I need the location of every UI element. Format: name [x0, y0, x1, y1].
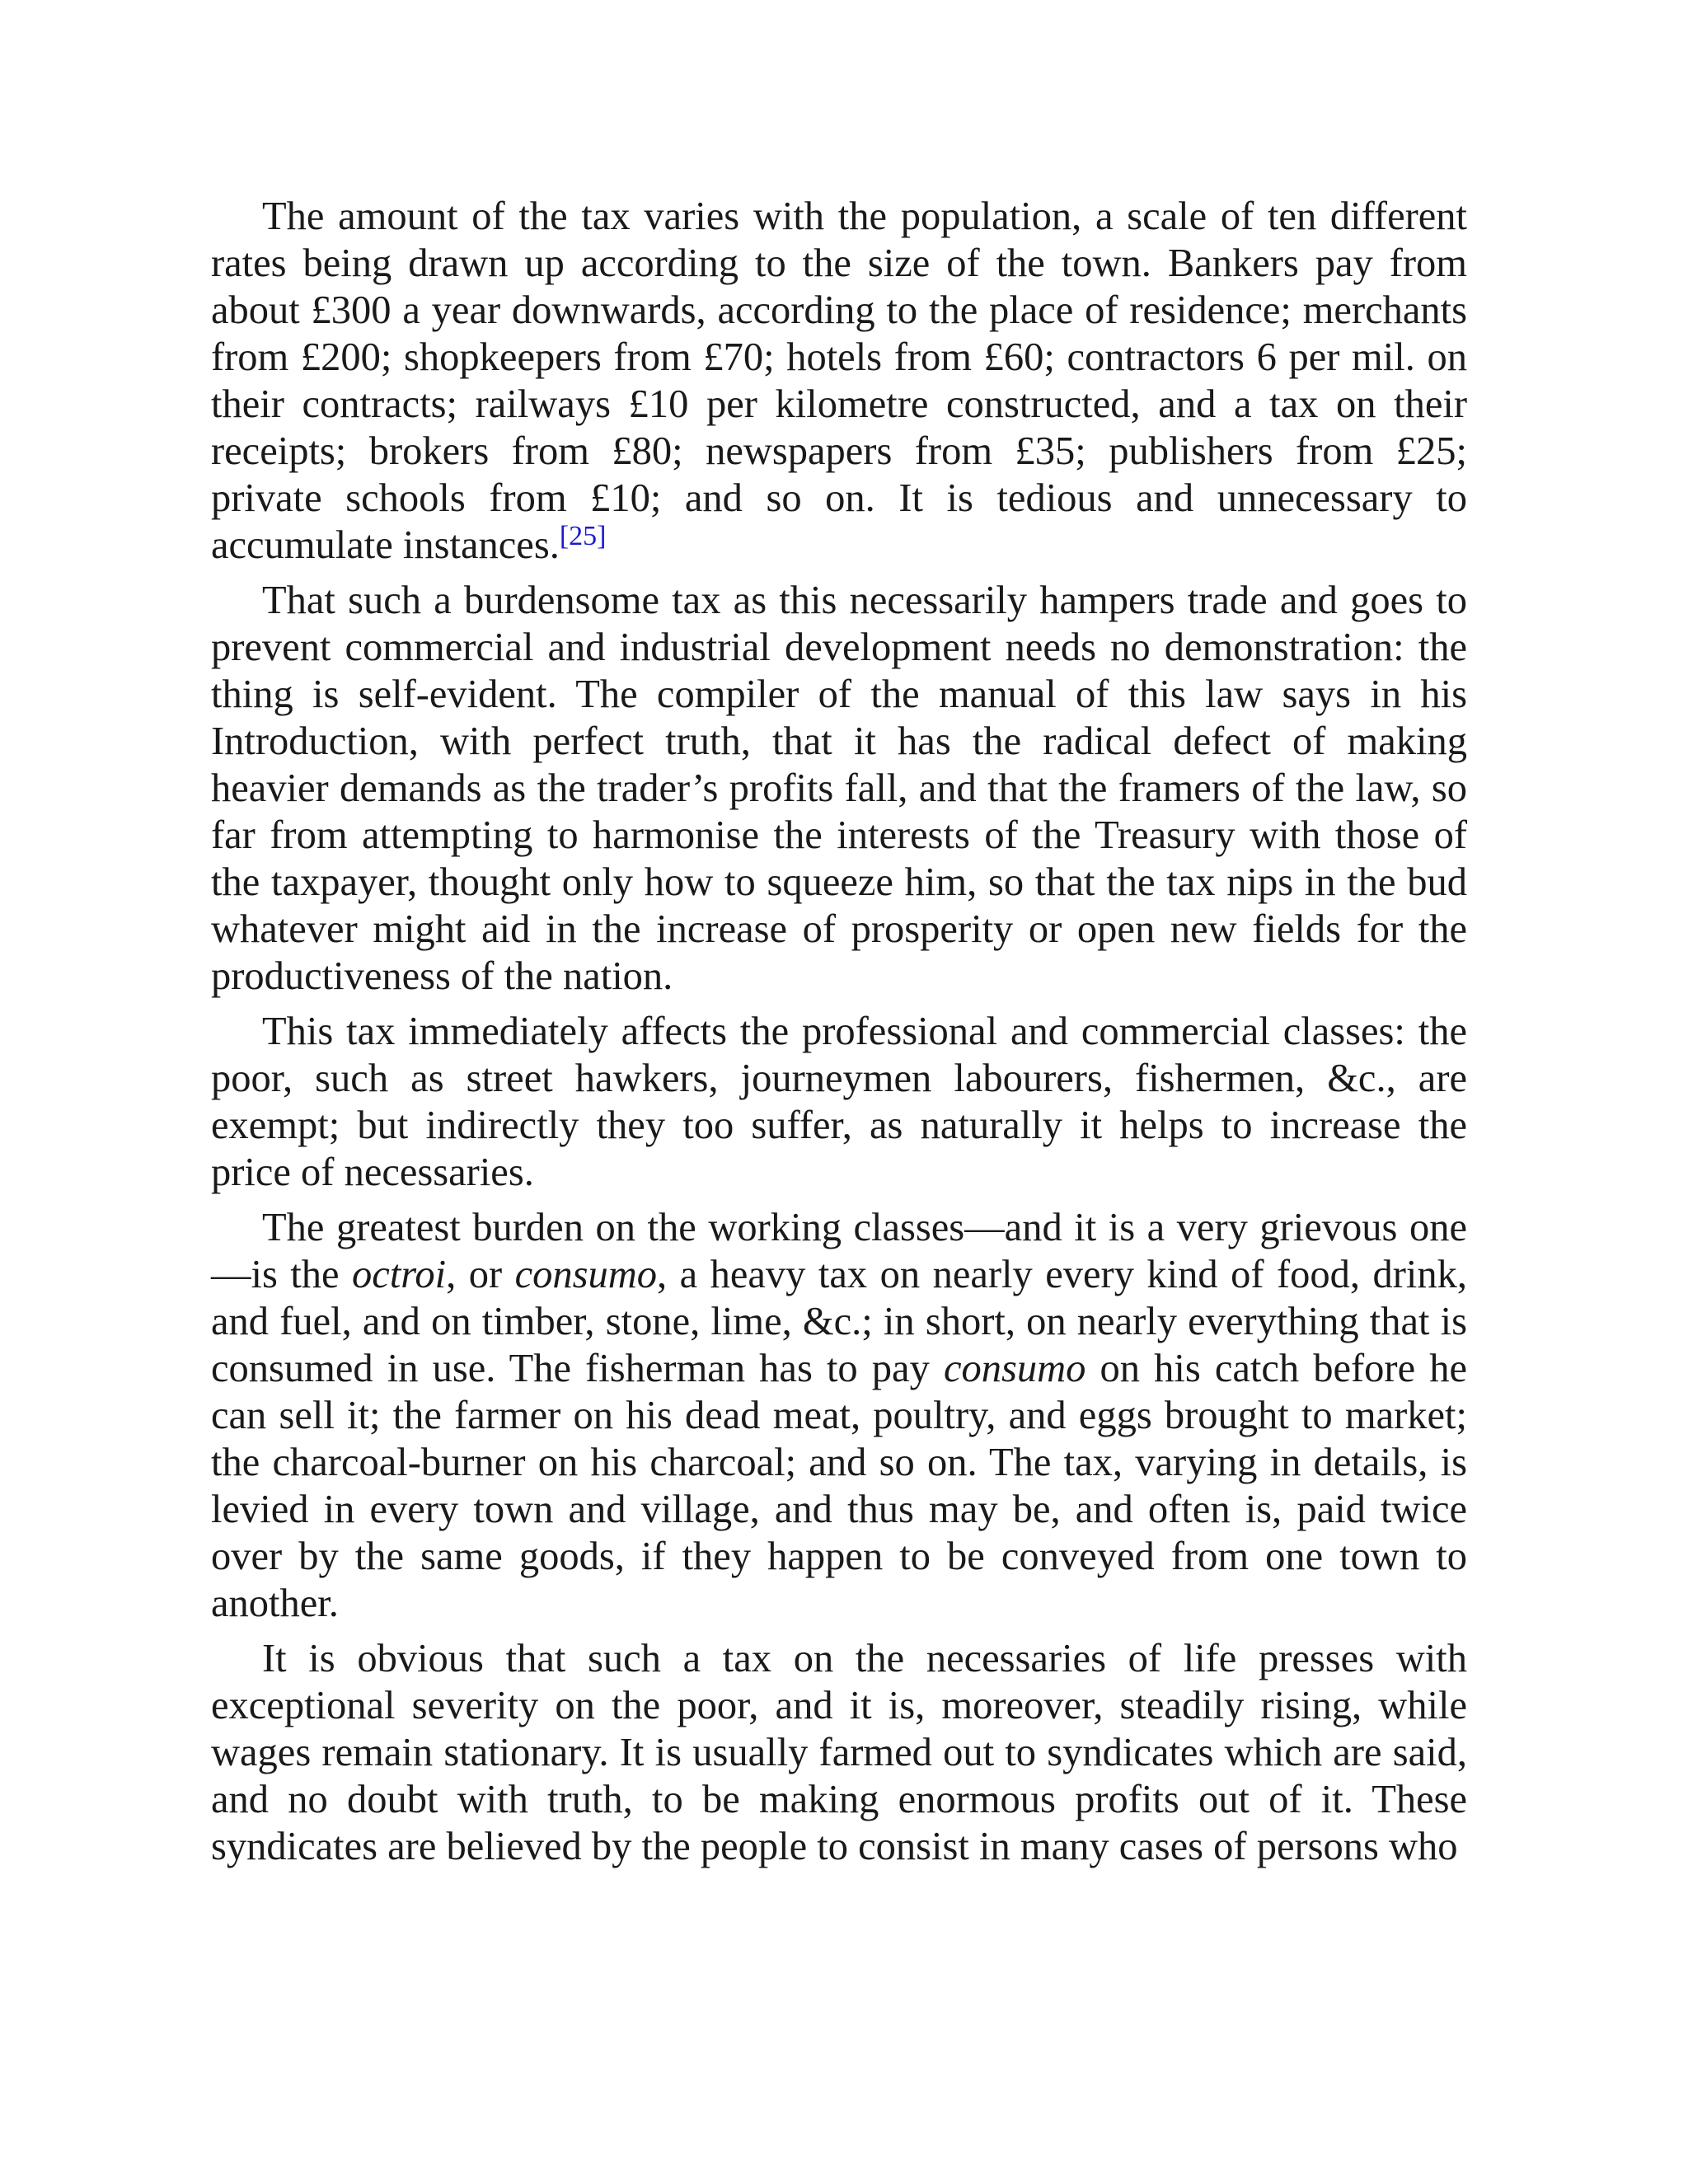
paragraph-4-text-3: , a heavy tax on nearly every kind of food, drink, and fuel, and on timber, stone, lime, &c.; in short, on nearly everything that is consumed in use. The fisherman has to pay	[211, 1253, 1467, 1390]
paragraph-4	[211, 1204, 1467, 1627]
paragraph-1	[211, 193, 1467, 569]
paragraph-4-text-2: , or	[446, 1253, 515, 1296]
paragraph-3-text: This tax immediately affects the professional and commercial classes: the poor, such as street hawkers, journeymen labourers, fishermen, &c., are exempt; but indirectly they too suffer, as naturally it helps to increase the price of necessaries.	[211, 1010, 1467, 1194]
italic-term-octroi: octroi	[352, 1253, 447, 1296]
paragraph-2-text: That such a burdensome tax as this necessarily hampers trade and goes to prevent commercial and industrial development needs no demonstration: the thing is self-evident. The compiler of the manual of this law says in his Introduction, with perfect truth, that it has the radical defect of making heavier demands as the trader’s profits fall, and that the framers of the law, so far from attempting to harmonise the interests of the Treasury with those of the taxpayer, thought only how to squeeze him, so that the tax nips in the bud whatever might aid in the increase of prosperity or open new fields for the productiveness of the nation.	[211, 579, 1467, 998]
paragraph-3	[211, 1008, 1467, 1196]
footnote-link[interactable]: [25]	[559, 521, 607, 551]
italic-term-consumo-2: consumo	[943, 1347, 1086, 1390]
paragraph-4-text-1: The greatest burden on the working classes—and it is a very grievous one—is the	[211, 1206, 1467, 1296]
paragraph-4-text-4: on his catch before he can sell it; the farmer on his dead meat, poultry, and eggs brought to market; the charcoal-burner on his charcoal; and so on. The tax, varying in details, is levied in every town and village, and thus may be, and often is, paid twice over by the same goods, if they happen to be conveyed from one town to another.	[211, 1347, 1467, 1625]
paragraph-5-text: It is obvious that such a tax on the necessaries of life presses with exceptional severity on the poor, and it is, moreover, steadily rising, while wages remain stationary. It is usually farmed out to syndicates which are said, and no doubt with truth, to be making enormous profits out of it. These syndicates are believed by the people to consist in many cases of persons who	[211, 1637, 1467, 1868]
page-body	[211, 193, 1467, 1870]
italic-term-consumo: consumo	[514, 1253, 658, 1296]
paragraph-1-text: The amount of the tax varies with the population, a scale of ten different rates being drawn up according to the size of the town. Bankers pay from about £300 a year downwards, according to the place of residence; merchants from £200; shopkeepers from £70; hotels from £60; contractors 6 per mil. on their contracts; railways £10 per kilometre constructed, and a tax on their receipts; brokers from £80; newspapers from £35; publishers from £25; private schools from £10; and so on. It is tedious and unnecessary to accumulate instances.	[211, 194, 1467, 567]
paragraph-5	[211, 1635, 1467, 1870]
paragraph-2	[211, 577, 1467, 1000]
